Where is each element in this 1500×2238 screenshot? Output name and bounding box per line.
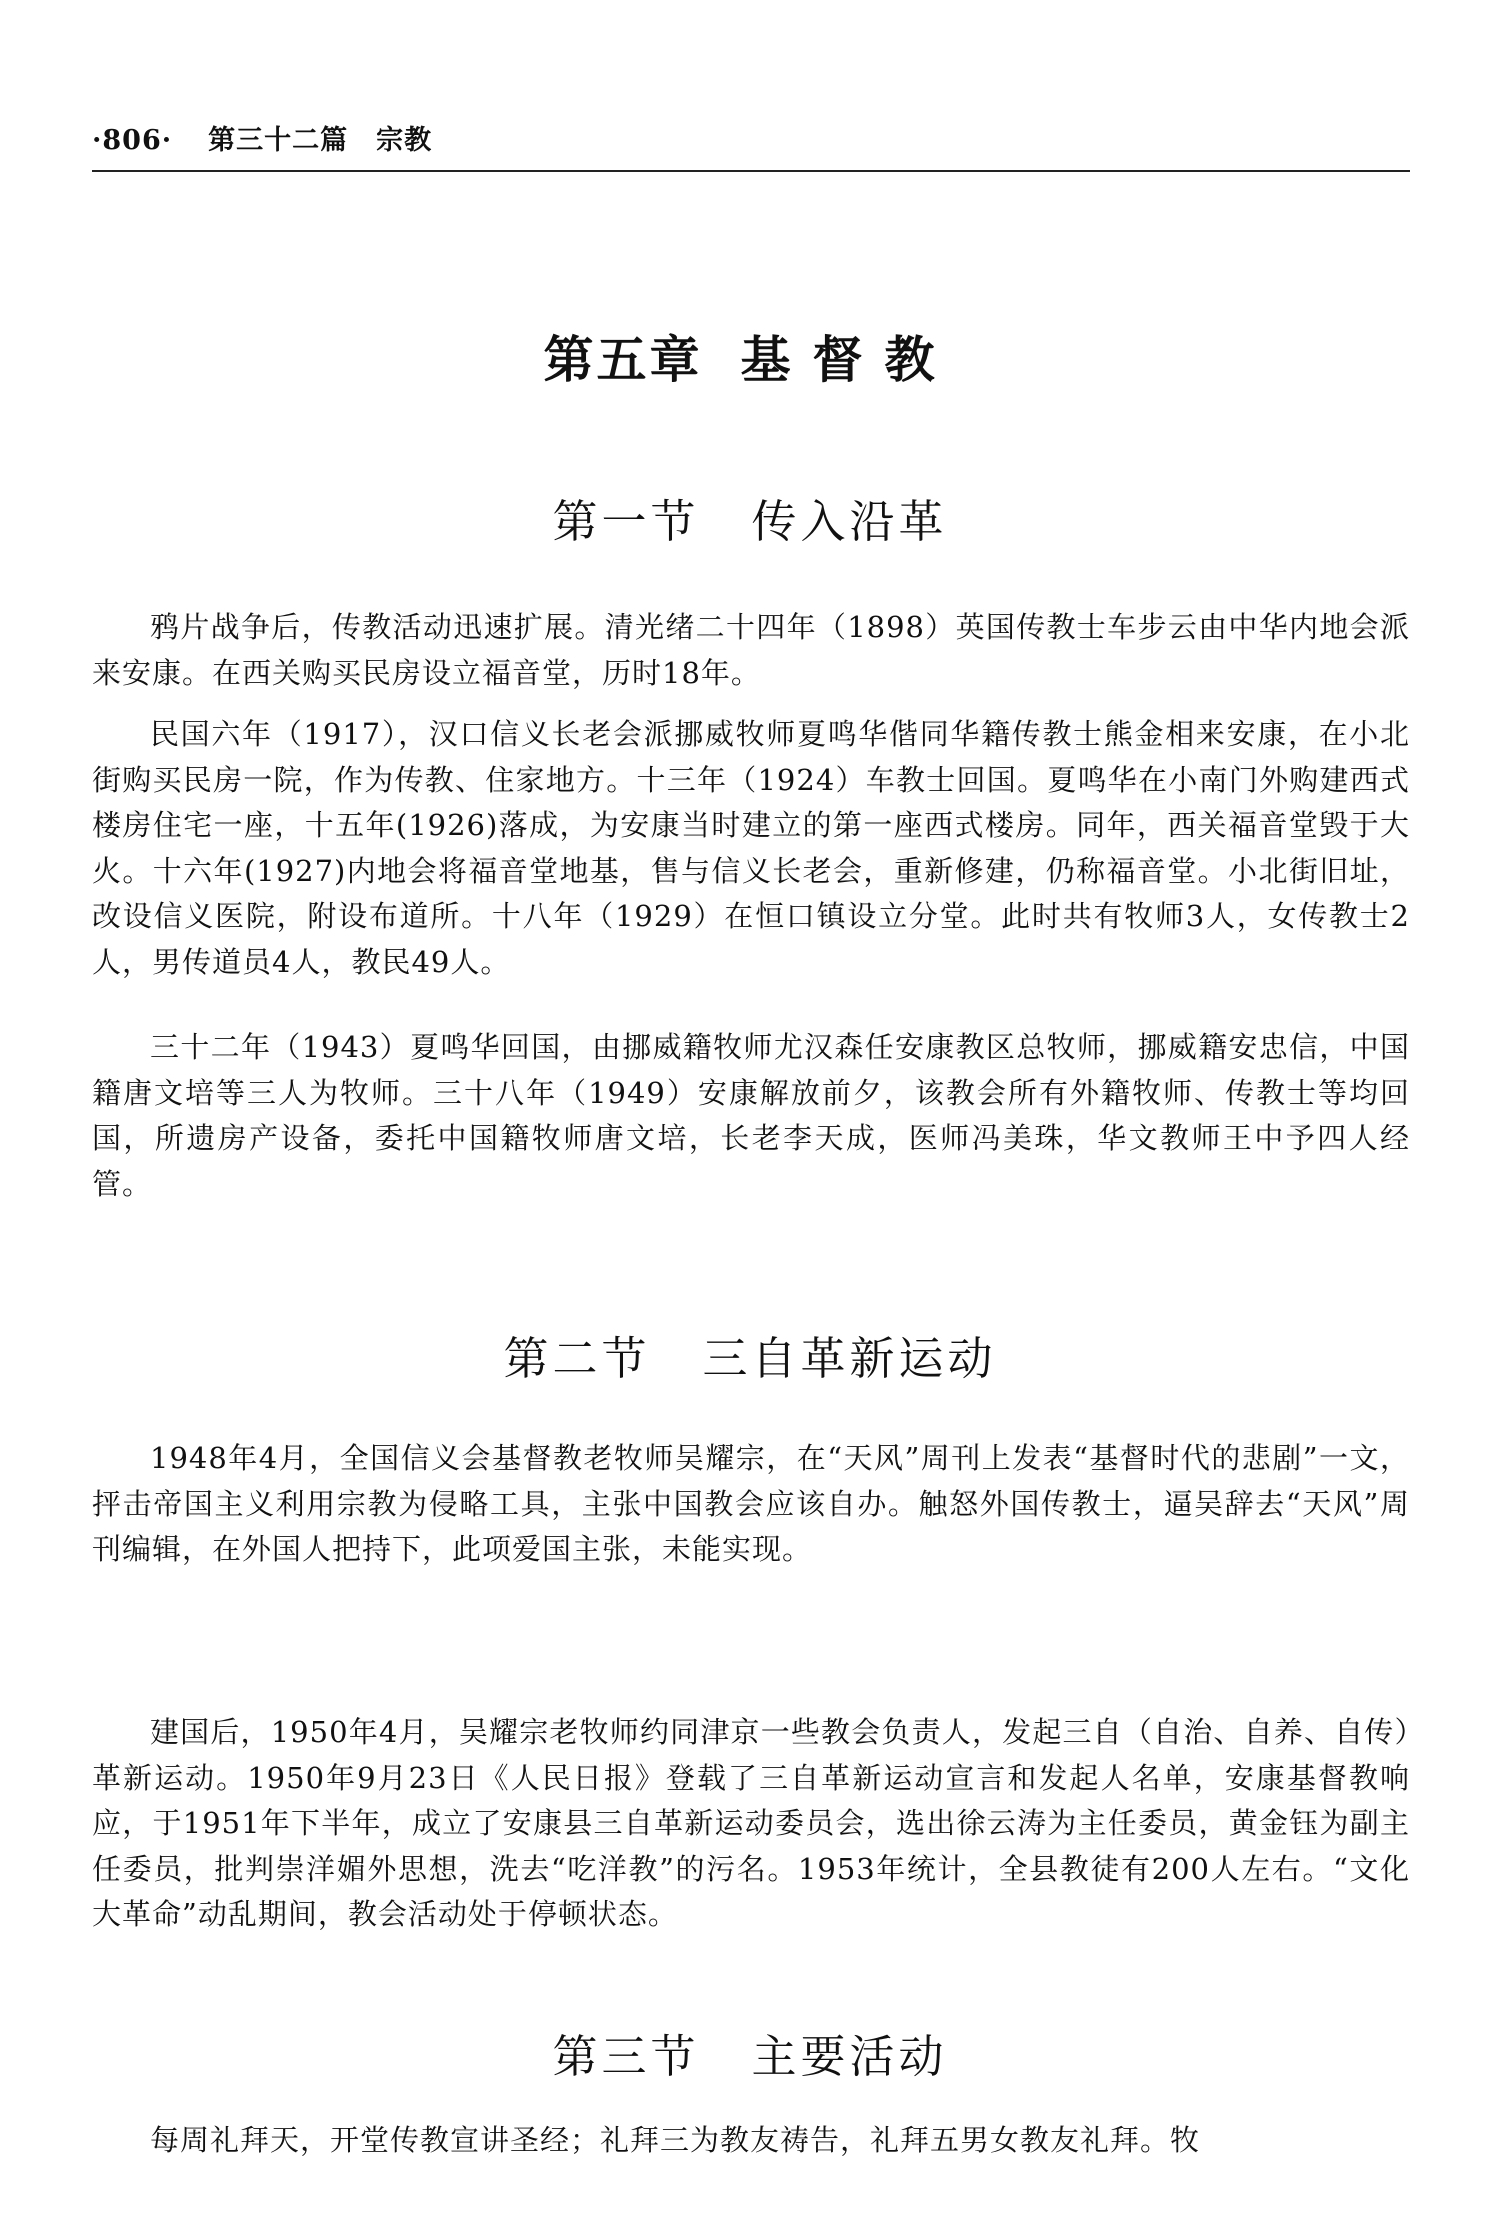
section-name: 主要活动 [751, 2030, 948, 2083]
section-title [0, 485, 1500, 550]
chapter-title [0, 320, 1500, 392]
page-number: ·806· [92, 125, 173, 156]
chapter-name: 基督教 [740, 330, 957, 389]
paragraph: 三十二年（1943）夏鸣华回国，由挪威籍牧师尤汉森任安康教区总牧师，挪威籍安忠信，中国籍唐文培等三人为牧师。三十八年（1949）安康解放前夕，该教会所有外籍牧师、传教士等均回国，所遗房产设备，委托中国籍牧师唐文培，长老李天成，医师冯美珠，华文教师王中予四人经管。 [92, 1030, 1410, 1201]
chapter-number: 第五章 [543, 330, 703, 389]
section-number: 第一节 [552, 495, 700, 548]
paragraph: 建国后，1950年4月，吴耀宗老牧师约同津京一些教会负责人，发起三自（自治、自养、自传）革新运动。1950年9月23日《人民日报》登载了三自革新运动宣言和发起人名单，安康基督教响应，于1951年下半年，成立了安康县三自革新运动委员会，选出徐云涛为主任委员，黄金钰为副主任委员，批判崇洋媚外思想，洗去“吃洋教”的污名。1953年统计，全县教徒有200人左右。“文化大革命”动乱期间，教会活动处于停顿状态。 [92, 1715, 1410, 1931]
section-name: 传入沿革 [751, 495, 948, 548]
section-title [0, 2020, 1500, 2085]
running-header [92, 118, 432, 157]
header-divider [92, 170, 1410, 172]
section-number: 第三节 [552, 2030, 700, 2083]
section-name: 三自革新运动 [702, 1332, 997, 1385]
section-title [0, 1322, 1500, 1387]
part-title: 第三十二篇 宗教 [208, 125, 433, 156]
paragraph: 每周礼拜天，开堂传教宣讲圣经；礼拜三为教友祷告，礼拜五男女教友礼拜。牧 [150, 2123, 1201, 2157]
paragraph: 民国六年（1917），汉口信义长老会派挪威牧师夏鸣华偕同华籍传教士熊金相来安康，在小北街购买民房一院，作为传教、住家地方。十三年（1924）车教士回国。夏鸣华在小南门外购建西式楼房住宅一座，十五年(1926)落成，为安康当时建立的第一座西式楼房。同年，西关福音堂毁于大火。十六年(1927)内地会将福音堂地基，售与信义长老会，重新修建，仍称福音堂。小北街旧址，改设信义医院，附设布道所。十八年（1929）在恒口镇设立分堂。此时共有牧师3人，女传教士2人，男传道员4人，教民49人。 [92, 717, 1410, 979]
section-number: 第二节 [503, 1332, 651, 1385]
paragraph: 1948年4月，全国信义会基督教老牧师吴耀宗，在“天风”周刊上发表“基督时代的悲剧”一文，抨击帝国主义利用宗教为侵略工具，主张中国教会应该自办。触怒外国传教士，逼吴辞去“天风”周刊编辑，在外国人把持下，此项爱国主张，未能实现。 [92, 1441, 1410, 1566]
paragraph: 鸦片战争后，传教活动迅速扩展。清光绪二十四年（1898）英国传教士车步云由中华内地会派来安康。在西关购买民房设立福音堂，历时18年。 [92, 610, 1410, 690]
